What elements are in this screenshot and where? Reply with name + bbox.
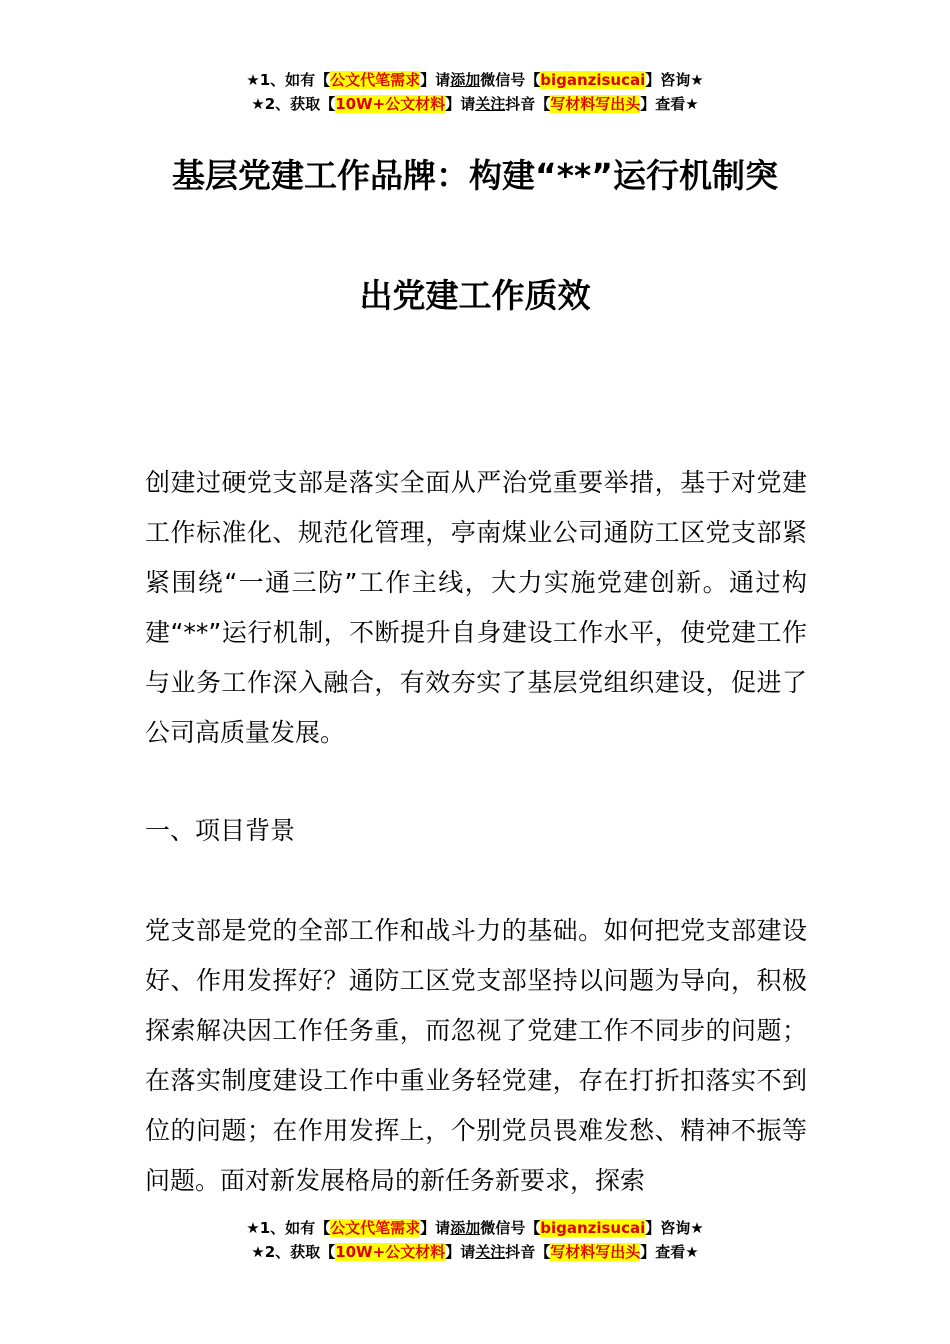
notice-line-1 [0,1216,950,1240]
notice-text: ★2、获取【 [251,95,336,113]
notice-text: ★1、如有【 [246,71,331,89]
notice-footer [0,1216,950,1264]
notice-text: 微信号【 [480,71,541,89]
notice-underline: 添加 [450,71,481,89]
notice-text: 】请 [445,1243,476,1261]
background-paragraph: 党支部是党的全部工作和战斗力的基础。如何把党支部建设好、作用发挥好？通防工区党支部坚持以问题为导向，积极探索解决因工作任务重，而忽视了党建工作不同步的问题；在落实制度建设工作中重业务轻党建，存在打折扣落实不到位的问题；在作用发挥上，个别党员畏难发愁、精神不振等问题。面对新发展格局的新任务新要求，探索 [145,916,807,1195]
notice-underline: 关注 [475,1243,506,1261]
intro-paragraph: 创建过硬党支部是落实全面从严治党重要举措，基于对党建工作标准化、规范化管理，亭南煤业公司通防工区党支部紧紧围绕“一通三防”工作主线，大力实施党建创新。通过构建“**”运行机制，不断提升自身建设工作水平，使党建工作与业务工作深入融合，有效夯实了基层党组织建设，促进了公司高质量发展。 [145,468,807,747]
notice-text: 】请 [445,95,476,113]
notice-line-1 [0,68,950,92]
notice-highlight: biganzisucai [540,71,646,89]
notice-text: 】咨询★ [645,71,704,89]
notice-text: 】请 [420,71,451,89]
notice-highlight: 10W+公文材料 [335,1243,446,1261]
notice-highlight: biganzisucai [540,1219,646,1237]
notice-text: ★2、获取【 [251,1243,336,1261]
notice-text: 】查看★ [640,95,699,113]
notice-highlight: 写材料写出头 [550,1243,641,1261]
notice-underline: 关注 [475,95,506,113]
notice-text: ★1、如有【 [246,1219,331,1237]
notice-highlight: 写材料写出头 [550,95,641,113]
notice-highlight: 公文代笔需求 [330,71,421,89]
notice-header [0,68,950,116]
notice-text: 】查看★ [640,1243,699,1261]
notice-line-2 [0,1240,950,1264]
section-heading: 一、项目背景 [145,816,296,845]
notice-highlight: 公文代笔需求 [330,1219,421,1237]
notice-text: 】请 [420,1219,451,1237]
document-title-line-1: 基层党建工作品牌：构建“**”运行机制突 [172,156,778,195]
notice-underline: 添加 [450,1219,481,1237]
notice-highlight: 10W+公文材料 [335,95,446,113]
notice-text: 抖音【 [505,95,551,113]
notice-line-2 [0,92,950,116]
document-title-line-2: 出党建工作质效 [359,276,591,315]
notice-text: 微信号【 [480,1219,541,1237]
notice-text: 】咨询★ [645,1219,704,1237]
notice-text: 抖音【 [505,1243,551,1261]
